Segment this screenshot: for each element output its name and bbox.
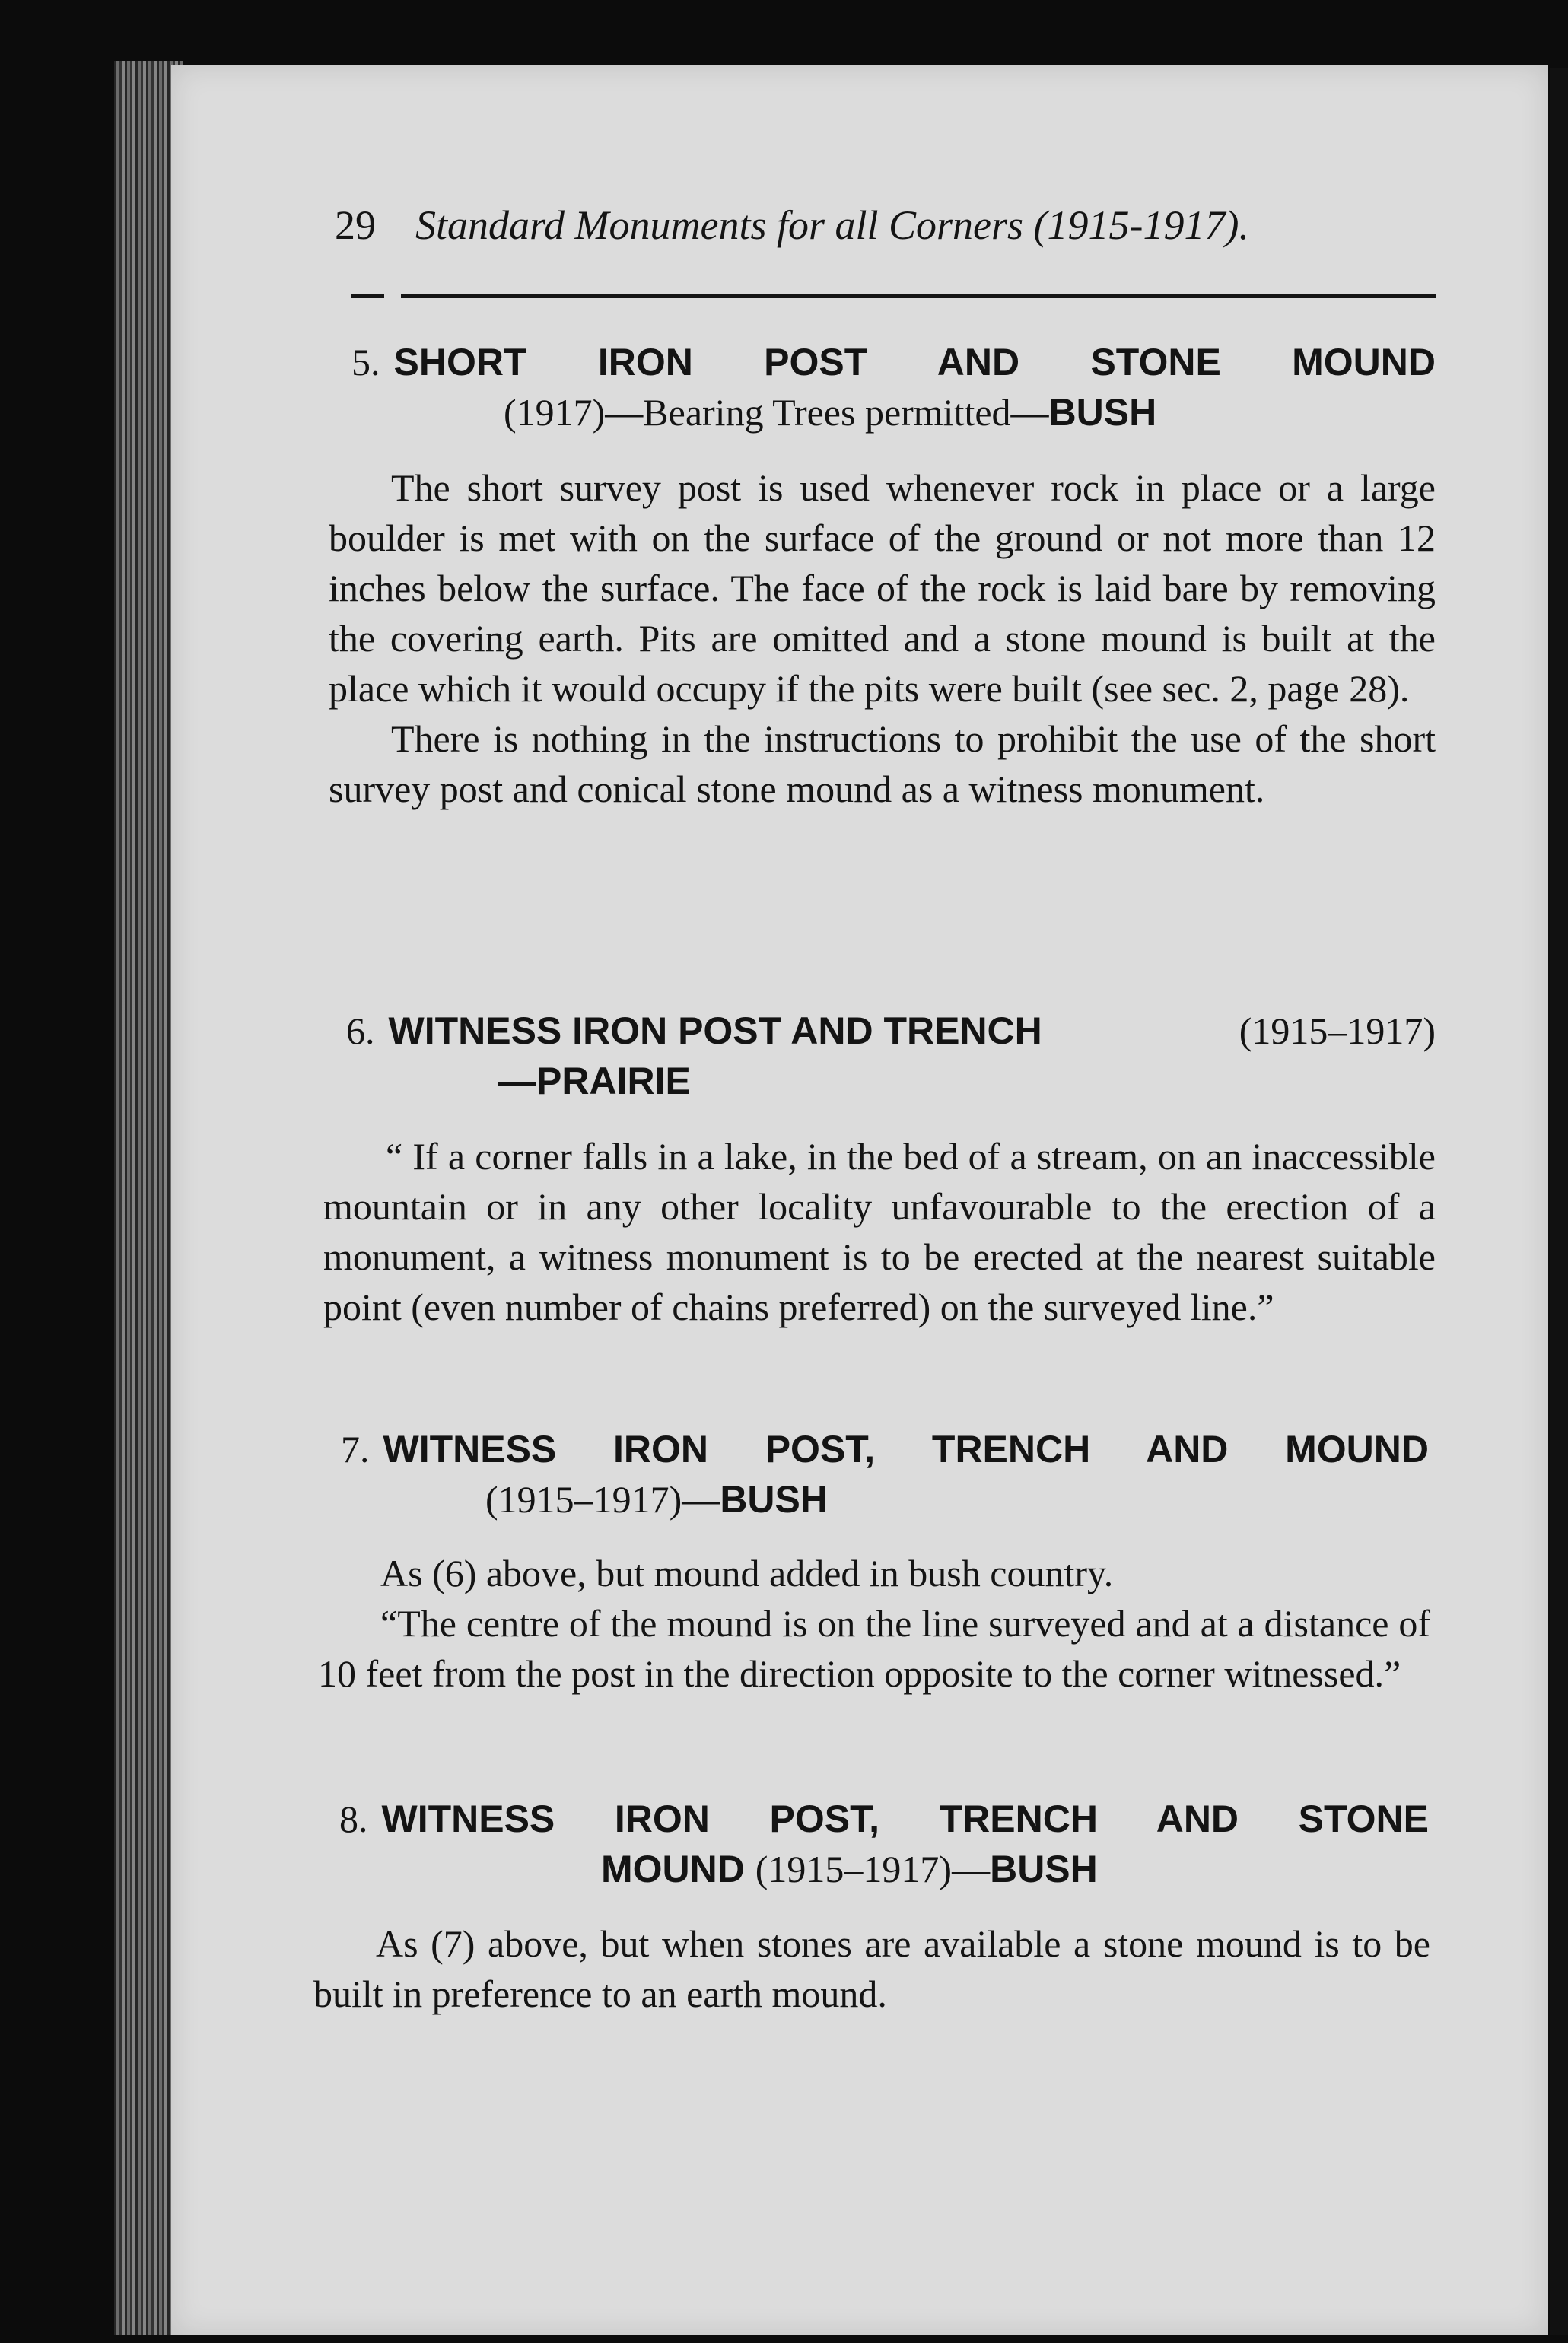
page-number: 29	[335, 202, 376, 248]
section-5-number: 5.	[351, 341, 380, 383]
section-7-heading	[341, 1424, 1429, 1524]
section-6-paragraph-1: “ If a corner falls in a lake, in the bed of a stream, on an inaccessible mountain or in any other locality unfavourable to the erection of a monument, a witness monument is to be erected at the nearest suitable point (even number of chains preferred) on the surveyed line.”	[323, 1135, 1436, 1328]
section-8-number: 8.	[339, 1798, 368, 1840]
section-6-region: —PRAIRIE	[498, 1060, 691, 1102]
section-5-region: BUSH	[1048, 391, 1157, 434]
section-5-body	[329, 463, 1436, 814]
section-7-heading-line1	[341, 1424, 1429, 1474]
section-8-heading	[339, 1794, 1429, 1894]
section-7-title: WITNESS IRON POST, TRENCH AND MOUND	[383, 1428, 1429, 1470]
section-7-heading-line2	[341, 1474, 1429, 1524]
section-6-years: (1915–1917)	[1239, 1009, 1436, 1052]
section-5-heading-line1	[351, 337, 1436, 387]
section-5-heading-line2	[351, 387, 1436, 437]
section-7-paragraph-2: “The centre of the mound is on the line surveyed and at a distance of 10 feet from the post in the direction opposite to the corner witnessed.”	[318, 1602, 1430, 1695]
section-8-region: BUSH	[990, 1848, 1098, 1890]
header-rule	[351, 294, 1436, 298]
header-rule-gap	[384, 294, 401, 299]
section-5-paragraph-1: The short survey post is used whenever rock in place or a large boulder is met with on the surface of the ground or not more than 12 inches below the surface. The face of the rock is laid bare by removing the covering earth. Pits are omitted and a stone mound is built at the place which it would occupy if the pits were built (see sec. 2, page 28).	[329, 466, 1436, 710]
section-7-region: BUSH	[720, 1478, 828, 1521]
section-8-paragraph-1: As (7) above, but when stones are available a stone mound is to be built in preference to an earth mound.	[313, 1922, 1430, 2015]
section-8-heading-line1	[339, 1794, 1429, 1844]
section-8-years: (1915–1917)—	[755, 1848, 991, 1890]
section-8-body	[313, 1919, 1430, 2019]
section-5-paragraph-2: There is nothing in the instructions to prohibit the use of the short survey post and conical stone mound as a witness monument.	[329, 717, 1436, 810]
section-6-number: 6.	[346, 1009, 375, 1052]
section-7-paragraph-1: As (6) above, but mound added in bush country.	[380, 1552, 1114, 1594]
section-8-title-cont: MOUND	[601, 1848, 745, 1890]
section-6-heading	[346, 1006, 1436, 1106]
running-title: Standard Monuments for all Corners (1915-1917).	[415, 202, 1249, 248]
section-6-heading-line1	[346, 1006, 1436, 1056]
section-6-heading-line2	[346, 1056, 1436, 1106]
section-5-title: SHORT IRON POST AND STONE MOUND	[393, 341, 1436, 383]
section-5-subtitle: (1917)—Bearing Trees permitted—	[504, 391, 1049, 434]
section-8-title: WITNESS IRON POST, TRENCH AND STONE	[381, 1798, 1429, 1840]
section-7-number: 7.	[341, 1428, 370, 1470]
section-7-body	[318, 1548, 1430, 1699]
page-right-edge	[1550, 68, 1568, 2335]
section-6-body	[323, 1131, 1436, 1332]
section-7-years: (1915–1917)—	[485, 1478, 720, 1521]
section-6-title: WITNESS IRON POST AND TRENCH	[388, 1009, 1042, 1052]
running-header	[335, 202, 1249, 249]
section-8-heading-line2	[339, 1844, 1429, 1894]
section-5-heading	[351, 337, 1436, 437]
